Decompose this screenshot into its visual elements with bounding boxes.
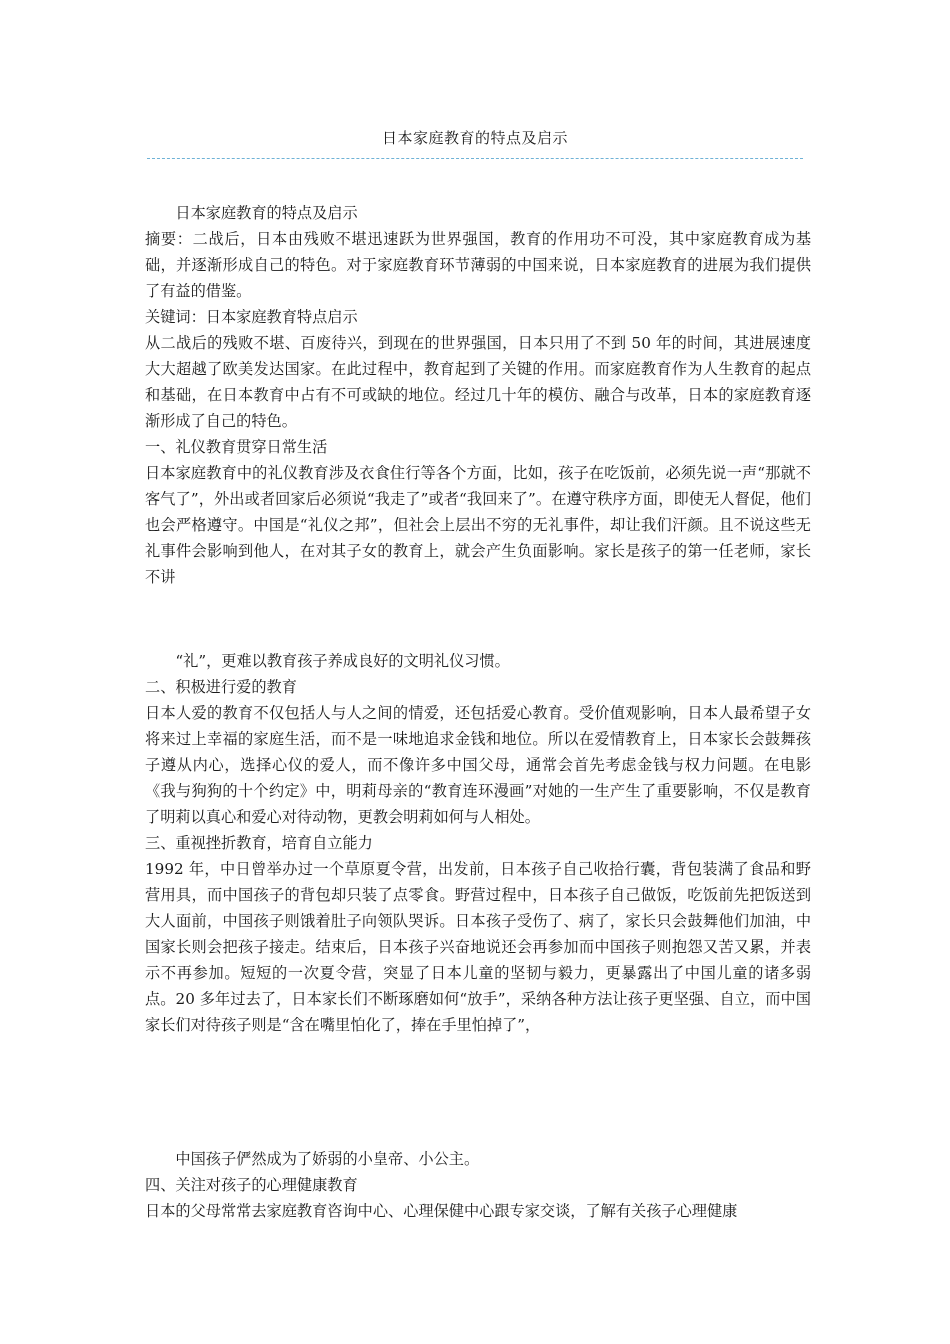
title-divider xyxy=(147,158,803,159)
body-paragraph-4: 日本的父母常常去家庭教育咨询中心、心理保健中心跟专家交谈，了解有关孩子心理健康 xyxy=(145,1202,738,1220)
section-heading-2: 二、积极进行爱的教育 xyxy=(145,678,297,696)
section-heading-4: 四、关注对孩子的心理健康教育 xyxy=(145,1176,358,1194)
article-subtitle: 日本家庭教育的特点及启示 xyxy=(175,204,358,222)
text-block-1 xyxy=(145,200,811,590)
text-block-2 xyxy=(145,648,811,1038)
body-paragraph-1: 日本家庭教育中的礼仪教育涉及衣食住行等各个方面，比如，孩子在吃饭前，必须先说一声“那就不客气了”，外出或者回家后必须说“我走了”或者“我回来了”。在遵守秩序方面，即使无人督促，他们也会严格遵守。中国是“礼仪之邦”，但社会上层出不穷的无礼事件，却让我们汗颜。且不说这些无礼事件会影响到他人，在对其子女的教育上，就会产生负面影响。家长是孩子的第一任老师，家长不讲 xyxy=(145,464,811,586)
abstract-paragraph: 摘要：二战后，日本由残败不堪迅速跃为世界强国，教育的作用功不可没，其中家庭教育成为基础，并逐渐形成自己的特色。对于家庭教育环节薄弱的中国来说，日本家庭教育的进展为我们提供了有益的借鉴。 xyxy=(145,230,811,300)
continuation-paragraph-1: “礼”，更难以教育孩子养成良好的文明礼仪习惯。 xyxy=(175,652,510,670)
section-heading-3: 三、重视挫折教育，培育自立能力 xyxy=(145,834,373,852)
text-block-3 xyxy=(145,1146,811,1224)
continuation-paragraph-2: 中国孩子俨然成为了娇弱的小皇帝、小公主。 xyxy=(175,1150,480,1168)
body-paragraph-2: 日本人爱的教育不仅包括人与人之间的情爱，还包括爱心教育。受价值观影响，日本人最希望子女将来过上幸福的家庭生活，而不是一味地追求金钱和地位。所以在爱情教育上，日本家长会鼓舞孩子遵从内心，选择心仪的爱人，而不像许多中国父母，通常会首先考虑金钱与权力问题。在电影《我与狗狗的十个约定》中，明莉母亲的“教育连环漫画”对她的一生产生了重要影响，不仅是教育了明莉以真心和爱心对待动物，更教会明莉如何与人相处。 xyxy=(145,704,811,826)
document-title: 日本家庭教育的特点及启示 xyxy=(381,129,568,147)
body-paragraph-3: 1992 年，中日曾举办过一个草原夏令营，出发前，日本孩子自己收拾行囊，背包装满了食品和野营用具，而中国孩子的背包却只装了点零食。野营过程中，日本孩子自己做饭，吃饭前先把饭送到大人面前，中国孩子则饿着肚子向领队哭诉。日本孩子受伤了、病了，家长只会鼓舞他们加油，中国家长则会把孩子接走。结束后，日本孩子兴奋地说还会再参加而中国孩子则抱怨又苦又累，并表示不再参加。短短的一次夏令营，突显了日本儿童的坚韧与毅力，更暴露出了中国儿童的诸多弱点。20 多年过去了，日本家长们不断琢磨如何“放手”，采纳各种方法让孩子更坚强、自立，而中国家长们对待孩子则是“含在嘴里怕化了，捧在手里怕掉了”， xyxy=(145,860,811,1034)
intro-paragraph: 从二战后的残败不堪、百废待兴，到现在的世界强国，日本只用了不到 50 年的时间，其进展速度大大超越了欧美发达国家。在此过程中，教育起到了关键的作用。而家庭教育作为人生教育的起点和基础，在日本教育中占有不可或缺的地位。经过几十年的模仿、融合与改革，日本的家庭教育逐渐形成了自己的特色。 xyxy=(145,334,811,430)
keywords-line: 关键词：日本家庭教育特点启示 xyxy=(145,308,358,326)
section-heading-1: 一、礼仪教育贯穿日常生活 xyxy=(145,438,328,456)
